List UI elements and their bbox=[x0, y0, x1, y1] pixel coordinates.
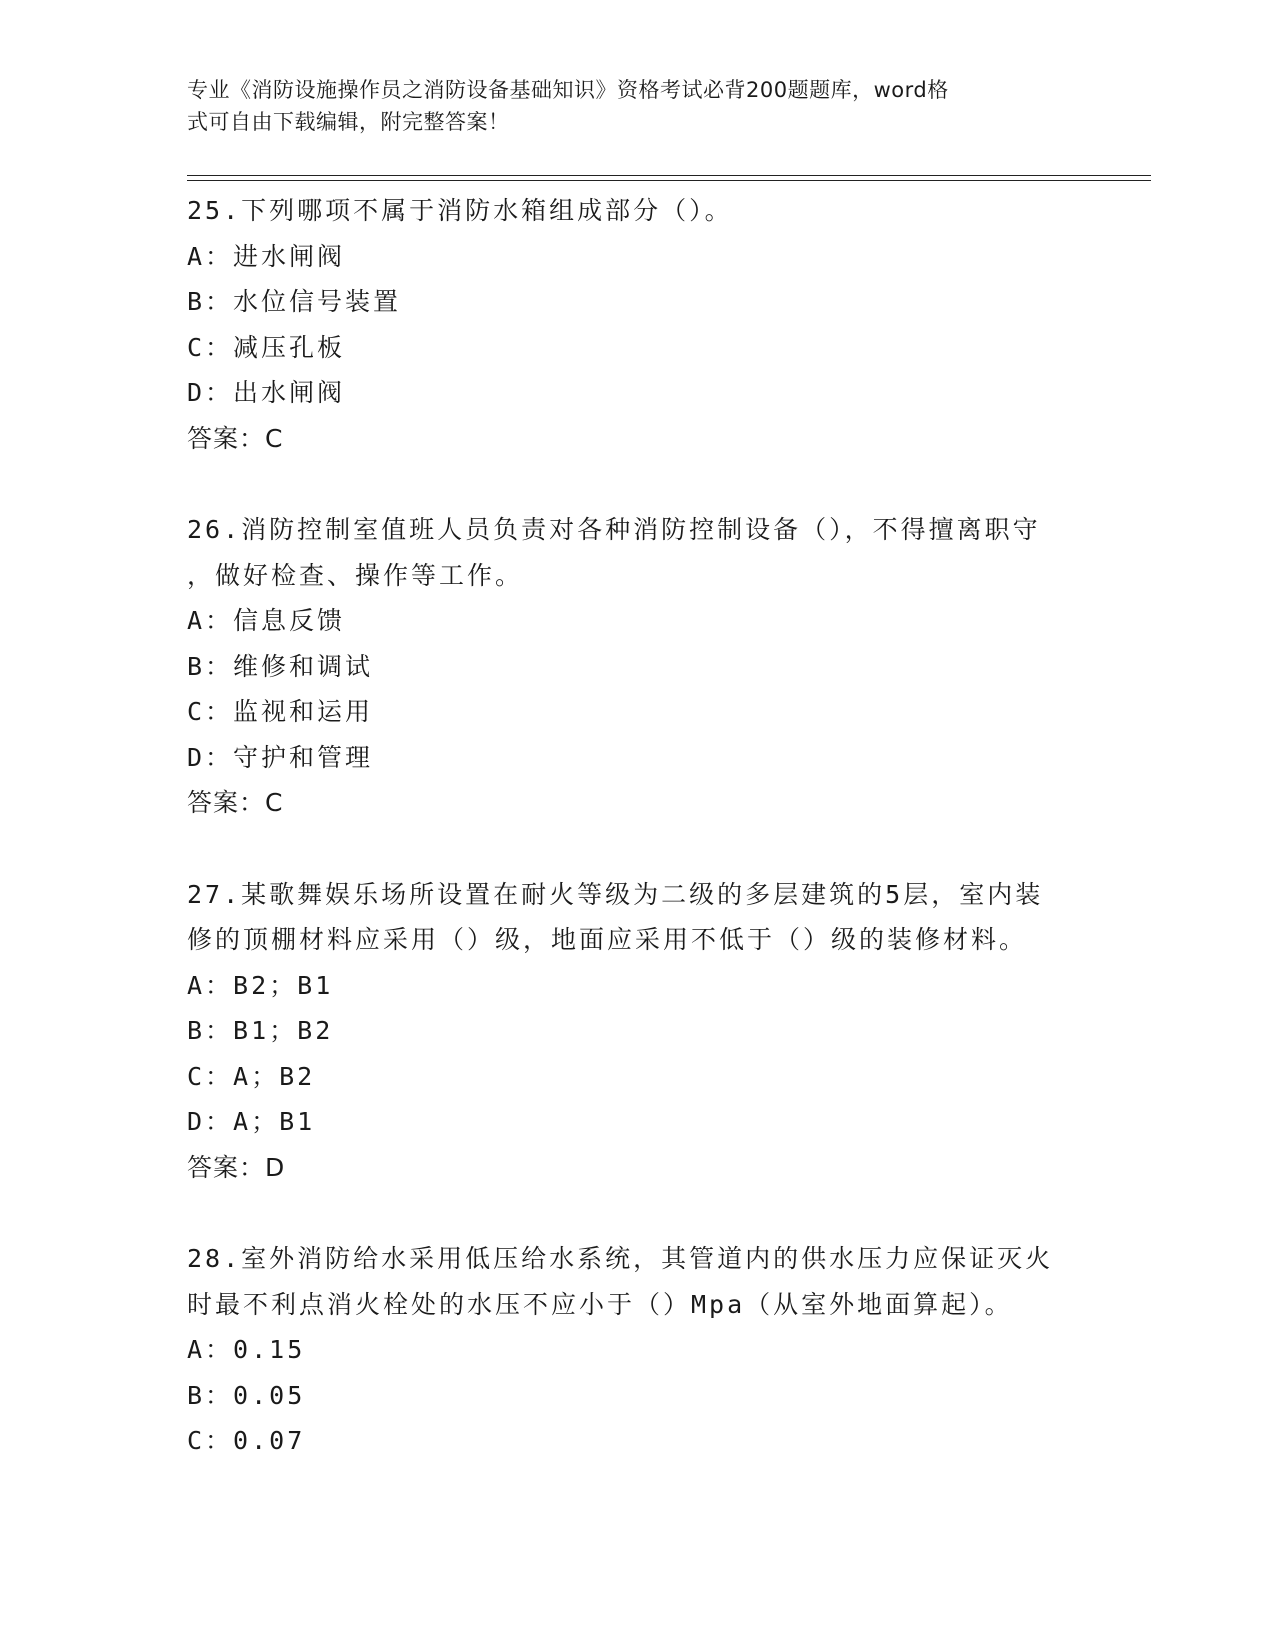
option-b: B：维修和调试 bbox=[187, 651, 374, 681]
option-d: D：守护和管理 bbox=[187, 742, 374, 772]
option-b: B：水位信号装置 bbox=[187, 287, 402, 316]
option-b: B：B1；B2 bbox=[187, 1016, 334, 1045]
option-d: D：出水闸阀 bbox=[187, 378, 346, 407]
header-divider-bottom bbox=[187, 180, 1151, 181]
option-c: C：监视和运用 bbox=[187, 697, 374, 726]
question-25 bbox=[187, 188, 1107, 461]
question-stem-continued: 时最不利点消火栓处的水压不应小于（）Mpa（从室外地面算起）。 bbox=[187, 1289, 1013, 1319]
question-stem: 25.下列哪项不属于消防水箱组成部分（）。 bbox=[187, 196, 733, 225]
question-stem-continued: 修的顶棚材料应采用（）级，地面应采用不低于（）级的装修材料。 bbox=[187, 925, 1028, 954]
option-b: B：0.05 bbox=[187, 1380, 306, 1410]
question-28 bbox=[187, 1236, 1107, 1464]
option-c: C：0.07 bbox=[187, 1426, 306, 1455]
question-stem: 26.消防控制室值班人员负责对各种消防控制设备（），不得擅离职守 bbox=[187, 515, 1041, 544]
option-c: C：减压孔板 bbox=[187, 332, 346, 362]
option-a: A：0.15 bbox=[187, 1335, 306, 1364]
option-a: A：B2；B1 bbox=[187, 970, 334, 1000]
question-stem: 27.某歌舞娱乐场所设置在耐火等级为二级的多层建筑的5层，室内装 bbox=[187, 879, 1044, 909]
option-a: A：信息反馈 bbox=[187, 606, 346, 635]
question-list bbox=[187, 188, 1107, 1510]
header-line: 专业《消防设施操作员之消防设备基础知识》资格考试必背200题题库，word格 bbox=[187, 78, 949, 102]
header-line: 式可自由下载编辑，附完整答案！ bbox=[187, 110, 510, 134]
question-stem-continued: ，做好检查、操作等工作。 bbox=[187, 560, 524, 590]
answer-line: 答案：C bbox=[187, 788, 284, 817]
option-a: A：进水闸阀 bbox=[187, 241, 346, 271]
option-c: C：A；B2 bbox=[187, 1061, 316, 1091]
document-header bbox=[187, 74, 1087, 138]
answer-line: 答案：C bbox=[187, 423, 284, 453]
question-27 bbox=[187, 872, 1107, 1191]
question-26 bbox=[187, 507, 1107, 826]
option-d: D：A；B1 bbox=[187, 1107, 316, 1136]
question-stem: 28.室外消防给水采用低压给水系统，其管道内的供水压力应保证灭火 bbox=[187, 1244, 1054, 1273]
answer-line: 答案：D bbox=[187, 1152, 286, 1182]
header-divider-top bbox=[187, 175, 1151, 176]
